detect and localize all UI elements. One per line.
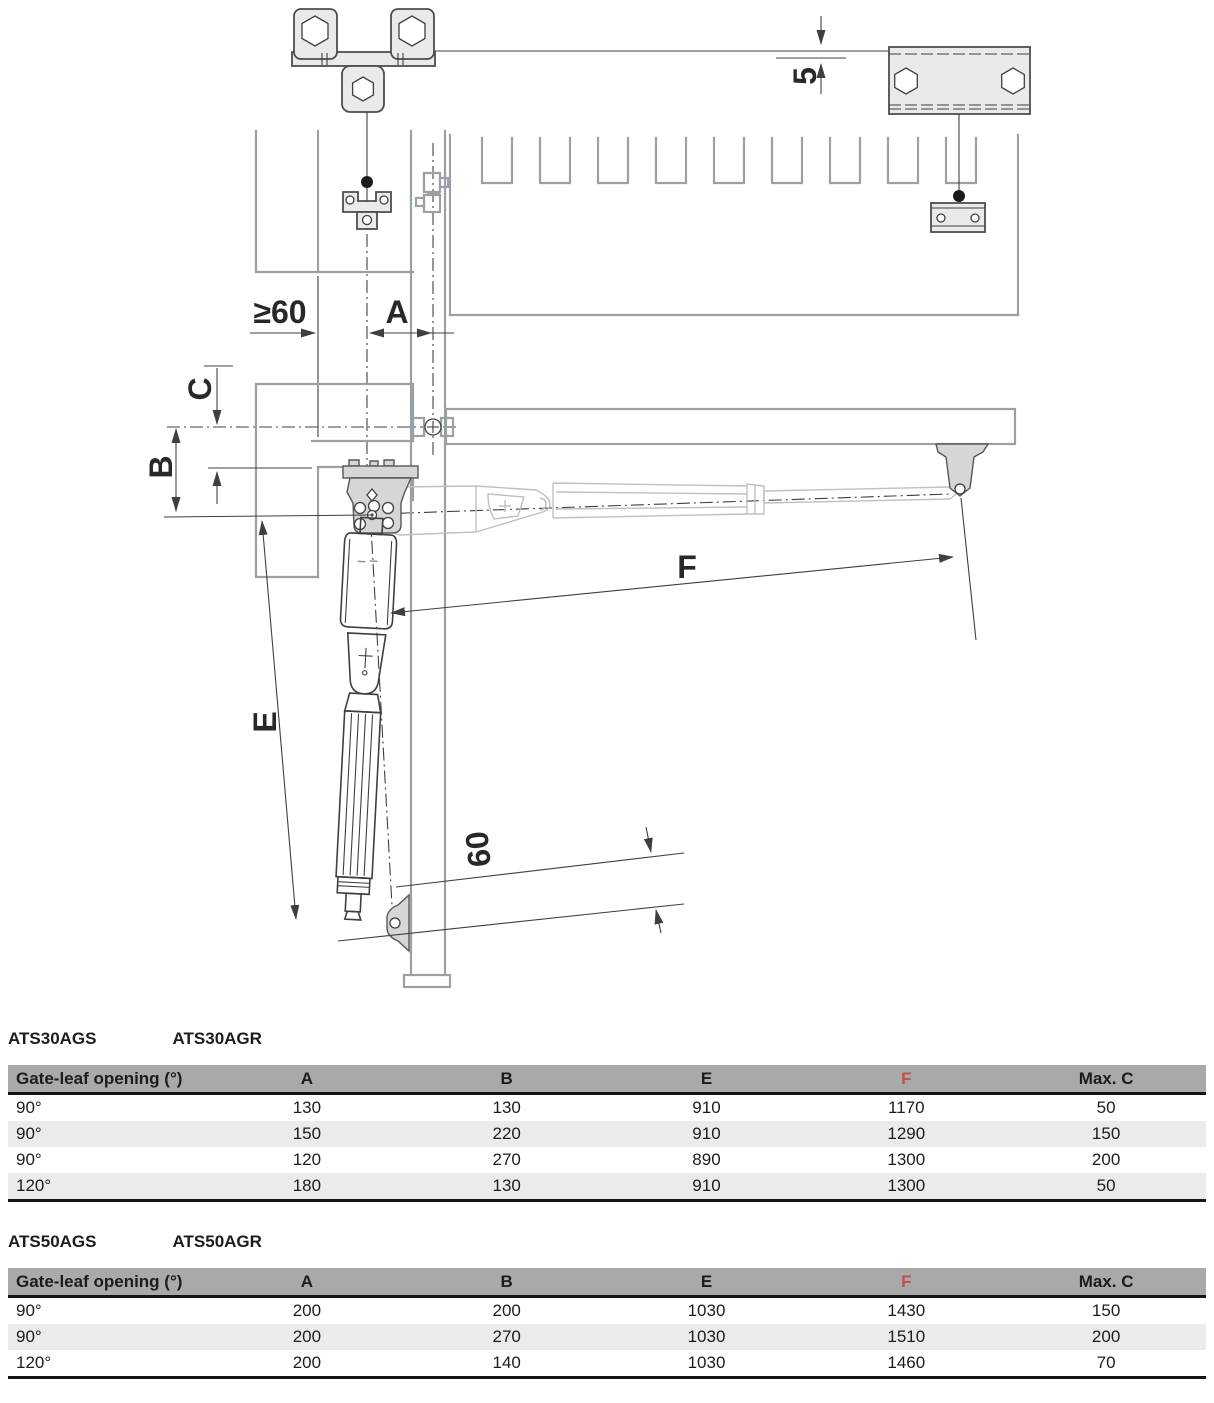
col-header-a: A bbox=[207, 1268, 407, 1297]
cell: 130 bbox=[492, 1098, 521, 1117]
cell: 120° bbox=[8, 1350, 207, 1378]
leader-dot bbox=[361, 176, 373, 188]
dimension-tables bbox=[0, 1029, 1214, 1379]
cell: 90° bbox=[16, 1150, 42, 1169]
col-header-opening: Gate-leaf opening (°) bbox=[8, 1268, 207, 1297]
cell: 1300 bbox=[806, 1173, 1006, 1201]
ats50-dimension-table bbox=[8, 1268, 1206, 1379]
front-bracket-closed bbox=[387, 895, 409, 951]
cell: 90° bbox=[16, 1098, 42, 1117]
cell: 130 bbox=[292, 1098, 322, 1117]
cell: 150 bbox=[1006, 1121, 1206, 1147]
dim-label-b: B bbox=[143, 455, 179, 479]
cell: 270 bbox=[407, 1324, 607, 1350]
front-bracket-open bbox=[936, 444, 988, 496]
cell: 50 bbox=[1006, 1173, 1206, 1201]
col-header-f: F bbox=[806, 1065, 1006, 1094]
col-header-opening: Gate-leaf opening (°) bbox=[8, 1065, 207, 1094]
cell: 200 bbox=[1006, 1324, 1206, 1350]
gate-pickets bbox=[482, 138, 976, 183]
cell: 200 bbox=[1091, 1150, 1121, 1169]
actuator-open-ghost bbox=[385, 483, 961, 535]
model-title-ats30agr: ATS30AGR bbox=[172, 1029, 262, 1048]
col-header-e: E bbox=[607, 1065, 807, 1094]
dim-label-5: 5 bbox=[787, 67, 823, 85]
cell: 910 bbox=[692, 1098, 721, 1117]
front-plate-detail bbox=[434, 16, 1030, 232]
col-header-b: B bbox=[407, 1268, 607, 1297]
cell: 140 bbox=[407, 1350, 607, 1378]
dim-label-a: A bbox=[385, 294, 409, 330]
ats30-dimension-table bbox=[8, 1065, 1206, 1202]
table-row bbox=[8, 1324, 1206, 1350]
dimensions bbox=[143, 294, 976, 941]
rear-bracket-detail bbox=[292, 9, 435, 229]
hinge-plan bbox=[416, 173, 448, 212]
col-header-maxc: Max. C bbox=[1006, 1268, 1206, 1297]
col-header-e: E bbox=[607, 1268, 807, 1297]
cell: 130 bbox=[407, 1173, 607, 1201]
centerlines bbox=[167, 143, 950, 924]
leader-dot bbox=[953, 190, 965, 202]
cell: 220 bbox=[407, 1121, 607, 1147]
table-row bbox=[8, 1350, 1206, 1378]
dim-label-e: E bbox=[247, 711, 283, 733]
cell: 200 bbox=[292, 1301, 322, 1320]
cell: 890 bbox=[692, 1150, 721, 1169]
cell: 1510 bbox=[806, 1324, 1006, 1350]
cell: 1030 bbox=[607, 1324, 807, 1350]
cell: 120° bbox=[8, 1173, 207, 1201]
cell: 50 bbox=[1096, 1098, 1116, 1117]
col-header-b: B bbox=[407, 1065, 607, 1094]
cell: 150 bbox=[207, 1121, 407, 1147]
model-title-ats30ags: ATS30AGS bbox=[8, 1029, 97, 1048]
table-row bbox=[8, 1094, 1206, 1122]
col-header-f: F bbox=[806, 1268, 1006, 1297]
cell: 1430 bbox=[887, 1301, 926, 1320]
cell: 1030 bbox=[607, 1350, 807, 1378]
dim-label-60: 60 bbox=[458, 829, 498, 869]
ats30-titles bbox=[8, 1029, 1206, 1049]
cell: 910 bbox=[607, 1173, 807, 1201]
table-row bbox=[8, 1121, 1206, 1147]
model-title-ats50agr: ATS50AGR bbox=[172, 1232, 262, 1251]
cell: 1300 bbox=[887, 1150, 926, 1169]
rear-bracket bbox=[343, 460, 418, 533]
table-header-row bbox=[8, 1268, 1206, 1297]
dim-label-gte60: ≥60 bbox=[253, 294, 307, 330]
actuator-closed bbox=[325, 517, 398, 921]
cell: 910 bbox=[607, 1121, 807, 1147]
cell: 1170 bbox=[888, 1098, 925, 1117]
cell: 90° bbox=[8, 1121, 207, 1147]
table-header-row bbox=[8, 1065, 1206, 1094]
model-title-ats50ags: ATS50AGS bbox=[8, 1232, 97, 1251]
cell: 1290 bbox=[806, 1121, 1006, 1147]
cell: 200 bbox=[492, 1301, 521, 1320]
table-row bbox=[8, 1297, 1206, 1325]
cell: 270 bbox=[492, 1150, 521, 1169]
dim-label-c: C bbox=[182, 377, 218, 401]
dim-label-f: F bbox=[677, 549, 697, 585]
table-row bbox=[8, 1173, 1206, 1201]
ats50-titles bbox=[8, 1232, 1206, 1252]
cell: 70 bbox=[1006, 1350, 1206, 1378]
cell: 1030 bbox=[687, 1301, 726, 1320]
cell: 150 bbox=[1091, 1301, 1121, 1320]
cell: 200 bbox=[207, 1350, 407, 1378]
table-row bbox=[8, 1147, 1206, 1173]
cell: 90° bbox=[16, 1301, 42, 1320]
cell: 120 bbox=[292, 1150, 322, 1169]
cell: 1460 bbox=[806, 1350, 1006, 1378]
cell: 200 bbox=[207, 1324, 407, 1350]
cell: 180 bbox=[207, 1173, 407, 1201]
cell: 90° bbox=[8, 1324, 207, 1350]
col-header-a: A bbox=[207, 1065, 407, 1094]
col-header-maxc: Max. C bbox=[1006, 1065, 1206, 1094]
gate-leaf-open bbox=[446, 409, 1015, 444]
